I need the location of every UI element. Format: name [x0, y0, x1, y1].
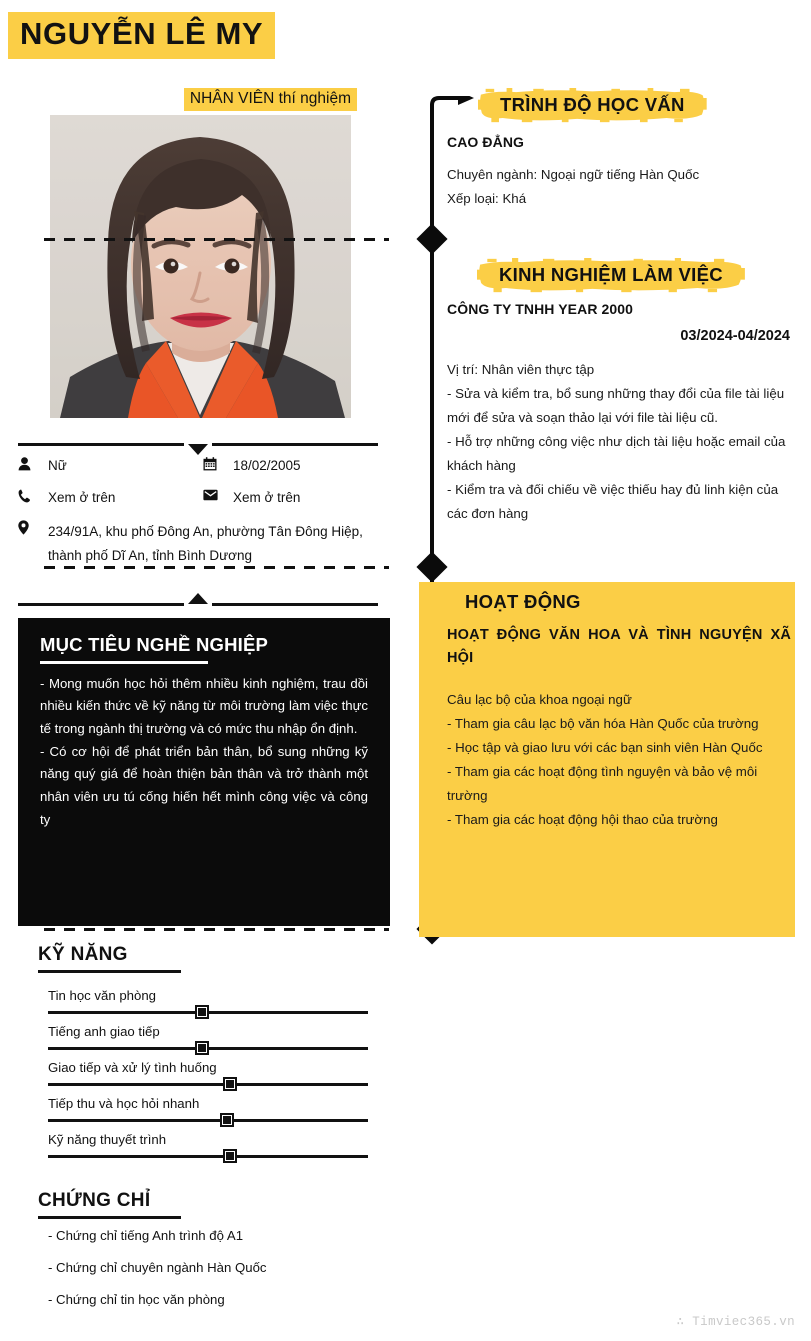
- activity-bullet: - Tham gia các hoạt động hội thao của trường: [447, 811, 718, 827]
- profile-photo: [50, 115, 351, 418]
- phone-value: Xem ở trên: [48, 489, 116, 505]
- skills-list: [48, 986, 368, 1166]
- skill-label: Giao tiếp và xử lý tình huống: [48, 1060, 217, 1075]
- profile-photo-image: [50, 115, 351, 418]
- certificates-title: CHỨNG CHỈ: [38, 1190, 151, 1211]
- experience-bullet: - Hỗ trợ những công việc như dịch tài liệu hoặc email của khách hàng: [447, 433, 786, 473]
- contact-divider-top: [18, 440, 378, 450]
- experience-details: [447, 358, 795, 525]
- skill-slider-handle[interactable]: [223, 1077, 237, 1091]
- skill-item: [48, 1130, 368, 1166]
- certificates-list: [48, 1228, 378, 1324]
- contact-row-gender-birthdate: [18, 456, 388, 475]
- experience-company: CÔNG TY TNHH YEAR 2000: [447, 301, 634, 317]
- skill-track[interactable]: [48, 1155, 368, 1158]
- activity-bullet: - Tham gia các hoạt động tình nguyện và bảo vệ môi trường: [447, 763, 758, 803]
- education-details: [447, 163, 792, 211]
- candidate-name-banner: [8, 12, 275, 59]
- left-column: [0, 0, 405, 1341]
- skills-section-heading: [38, 944, 181, 973]
- skill-slider-handle[interactable]: [223, 1149, 237, 1163]
- education-section-heading: [478, 88, 707, 123]
- job-title-banner: [184, 88, 357, 111]
- skill-slider-handle[interactable]: [220, 1113, 234, 1127]
- certificate-item: - Chứng chỉ chuyên ngành Hàn Quốc: [48, 1259, 267, 1275]
- calendar-icon: [203, 456, 233, 471]
- location-pin-icon: [18, 519, 48, 535]
- skills-title: KỸ NĂNG: [38, 944, 128, 965]
- timeline-marker: [416, 223, 447, 254]
- certificates-title-rule: [38, 1216, 181, 1219]
- contact-divider-bottom: [18, 600, 378, 610]
- contact-item-address: [18, 519, 388, 568]
- contact-item-gender: [18, 456, 203, 475]
- experience-date-range: 03/2024-04/2024: [680, 328, 790, 344]
- divider-triangle-up-icon: [188, 593, 208, 604]
- candidate-name: NGUYỄN LÊ MY: [20, 16, 264, 51]
- skill-slider-handle[interactable]: [195, 1005, 209, 1019]
- experience-title: KINH NGHIỆM LÀM VIỆC: [499, 264, 723, 285]
- certificates-section-heading: [38, 1190, 181, 1219]
- contact-row-phone-email: [18, 488, 388, 507]
- skill-label: Tiếng anh giao tiếp: [48, 1024, 160, 1039]
- watermark: ∴ Timviec365.vn: [676, 1315, 795, 1329]
- job-title: [190, 89, 351, 108]
- person-icon: [18, 456, 48, 471]
- experience-bullet-list: [447, 382, 795, 526]
- activities-title: HOẠT ĐỘNG: [465, 591, 581, 612]
- career-objective-section: [18, 618, 390, 926]
- skill-item: [48, 1094, 368, 1130]
- experience-section-heading: [477, 258, 745, 293]
- divider-bar-right: [212, 603, 378, 606]
- career-objective-paragraph: - Có cơ hội để phát triển bản thân, bổ sung những kỹ năng quý giá để hoàn thiện bản thân và trở thành một nhân viên ưu tú cống hiến hết mình công việc và công ty: [40, 743, 368, 827]
- skill-item: [48, 986, 368, 1022]
- career-objective-paragraph: - Mong muốn học hỏi thêm nhiều kinh nghiệm, trau dồi nhiều kiến thức về kỹ năng từ môi trường làm việc thực tế trong ngành thị trường và có mức thu nhập ổn định.: [40, 675, 368, 736]
- skill-item: [48, 1022, 368, 1058]
- activity-bullet: - Tham gia câu lạc bộ văn hóa Hàn Quốc của trường: [447, 715, 759, 731]
- contact-item-phone: [18, 488, 203, 507]
- experience-position: Vị trí: Nhân viên thực tập: [447, 362, 595, 377]
- skill-item: [48, 1058, 368, 1094]
- email-value: Xem ở trên: [233, 489, 301, 505]
- education-degree: CAO ĐẲNG: [447, 134, 525, 150]
- activity-bullet: - Học tập và giao lưu với các bạn sinh viên Hàn Quốc: [447, 739, 763, 755]
- education-grade: Xếp loại: Khá: [447, 190, 527, 206]
- skills-title-rule: [38, 970, 181, 973]
- activities-subtitle: HOẠT ĐỘNG VĂN HOA VÀ TÌNH NGUYỆN XÃ HỘI: [447, 627, 791, 666]
- activities-bullet-list: [447, 712, 787, 832]
- experience-bullet: - Kiểm tra và đối chiếu về việc thiếu hay đủ linh kiện của các đơn hàng: [447, 481, 779, 521]
- experience-bullet: - Sửa và kiểm tra, bổ sung những thay đổi của file tài liệu mới để sửa và soạn thảo lại với file tài liệu cũ.: [447, 385, 785, 425]
- certificate-item: - Chứng chỉ tin học văn phòng: [48, 1291, 225, 1307]
- skill-track[interactable]: [48, 1119, 368, 1122]
- address-value: 234/91A, khu phố Đông An, phường Tân Đông Hiệp, thành phố Dĩ An, tỉnh Bình Dương: [48, 524, 363, 564]
- skill-label: Tin học văn phòng: [48, 988, 157, 1003]
- divider-bar-left: [18, 603, 184, 606]
- education-major: Chuyên ngành: Ngoại ngữ tiếng Hàn Quốc: [447, 167, 700, 182]
- birthdate-value: 18/02/2005: [233, 458, 301, 473]
- divider-bar-right: [212, 443, 378, 446]
- education-title: TRÌNH ĐỘ HỌC VẤN: [500, 94, 685, 115]
- section-separator: [44, 566, 389, 569]
- job-title-secondary: thí nghiệm: [274, 90, 351, 107]
- certificate-item: - Chứng chỉ tiếng Anh trình độ A1: [48, 1228, 244, 1243]
- timeline-marker: [416, 551, 447, 582]
- phone-icon: [18, 488, 48, 503]
- section-separator: [44, 238, 389, 241]
- career-objective-title: MỤC TIÊU NGHỀ NGHIỆP: [40, 634, 269, 655]
- contact-item-email: [203, 488, 388, 507]
- skill-label: Kỹ năng thuyết trình: [48, 1132, 167, 1147]
- career-objective-rule: [40, 661, 208, 664]
- contact-block: [18, 456, 388, 581]
- skill-track[interactable]: [48, 1083, 368, 1086]
- activities-lead: Câu lạc bộ của khoa ngoại ngữ: [447, 692, 632, 707]
- skill-label: Tiếp thu và học hỏi nhanh: [48, 1096, 200, 1111]
- envelope-icon: [203, 488, 233, 501]
- gender-value: Nữ: [48, 458, 67, 473]
- activities-details: [447, 688, 787, 832]
- career-objective-text: [40, 673, 368, 832]
- timeline-arrow-icon: [430, 96, 474, 118]
- divider-triangle-down-icon: [188, 444, 208, 455]
- contact-item-birthdate: [203, 456, 388, 475]
- skill-slider-handle[interactable]: [195, 1041, 209, 1055]
- section-separator: [44, 928, 389, 931]
- divider-bar-left: [18, 443, 184, 446]
- job-title-primary: NHÂN VIÊN: [189, 90, 275, 107]
